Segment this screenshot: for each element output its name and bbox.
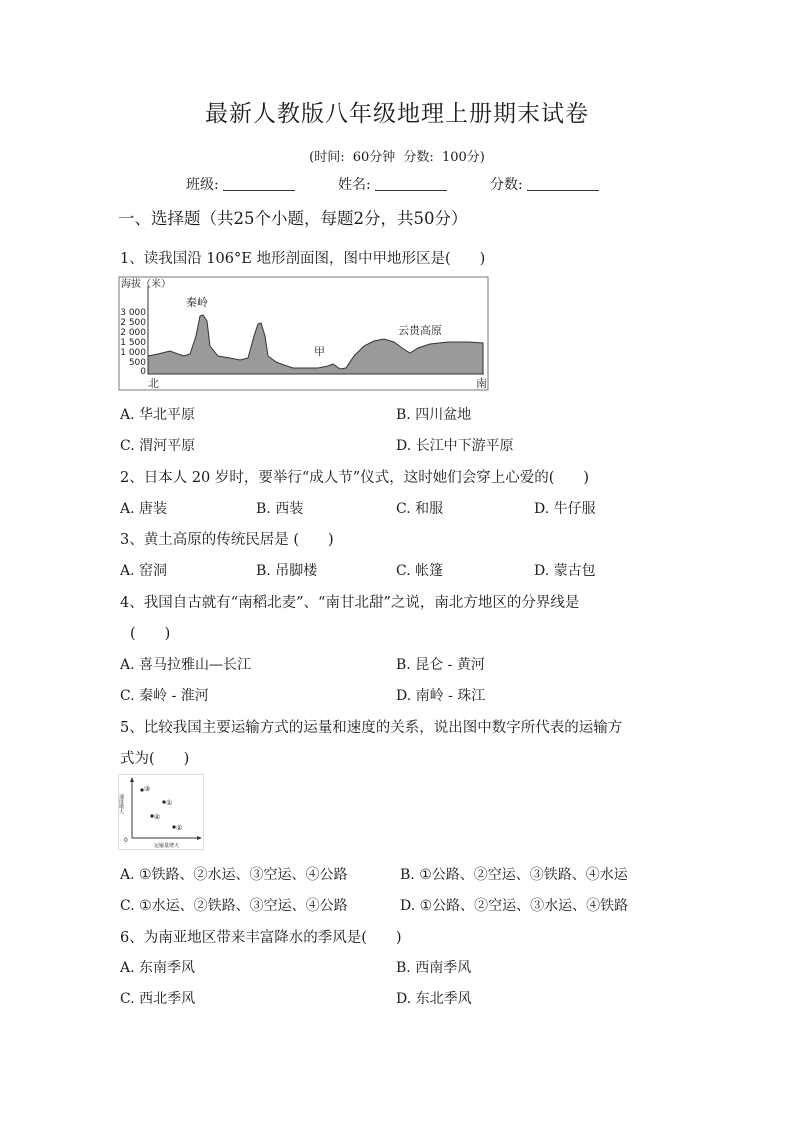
point-1-label: ① — [166, 799, 173, 807]
point-2-label: ② — [176, 824, 183, 832]
transport-figure — [118, 774, 204, 850]
question-2-stem: 2、日本人 20 岁时，要举行“成人节”仪式，这时她们会穿上心爱的( ) — [120, 470, 590, 486]
score-label: 分数: — [490, 177, 523, 193]
question-2-option-d[interactable]: D. 牛仔服 — [534, 501, 596, 517]
label-jia: 甲 — [314, 345, 325, 358]
transport-y-label: 速度增大 — [118, 794, 124, 814]
y-tick: 2 000 — [120, 328, 146, 338]
y-tick: 1 500 — [120, 338, 146, 348]
point-4-label: ④ — [154, 813, 161, 821]
question-6-option-d[interactable]: D. 东北季风 — [396, 991, 472, 1007]
question-5-stem: 5、比较我国主要运输方式的运量和速度的关系，说出图中数字所代表的运输方 — [120, 720, 623, 736]
question-6-stem: 6、为南亚地区带来丰富降水的季风是( ) — [120, 930, 402, 946]
question-1-stem: 1、读我国沿 106°E 地形剖面图，图中甲地形区是( ) — [120, 251, 486, 267]
question-2-option-b[interactable]: B. 西装 — [256, 501, 304, 517]
question-1-option-d[interactable]: D. 长江中下游平原 — [396, 438, 514, 454]
y-tick: 500 — [128, 358, 146, 368]
question-3-option-d[interactable]: D. 蒙古包 — [534, 563, 596, 579]
name-label: 姓名: — [338, 177, 371, 193]
question-4-option-b[interactable]: B. 昆仑 - 黄河 — [396, 657, 485, 673]
question-4-option-d[interactable]: D. 南岭 - 珠江 — [396, 688, 486, 704]
question-5-option-b[interactable]: B. ①公路、②空运、③铁路、④水运 — [400, 867, 628, 883]
class-blank[interactable] — [223, 178, 295, 191]
question-3-option-b[interactable]: B. 吊脚楼 — [256, 563, 318, 579]
question-3-stem: 3、黄土高原的传统民居是 ( ) — [120, 532, 334, 548]
point-3-label: ③ — [144, 785, 151, 793]
y-tick: 3 000 — [120, 308, 146, 318]
question-6-option-a[interactable]: A. 东南季风 — [120, 960, 196, 976]
question-1-option-b[interactable]: B. 四川盆地 — [396, 407, 472, 423]
question-5-stem-cont: 式为( ) — [120, 751, 190, 767]
transport-svg — [118, 774, 204, 850]
label-yungui: 云贵高原 — [398, 324, 442, 337]
question-5-option-d[interactable]: D. ①公路、②空运、③水运、④铁路 — [400, 898, 629, 914]
name-field — [338, 174, 447, 194]
terrain-profile-figure — [118, 276, 490, 392]
label-south: 南 — [476, 377, 487, 390]
question-4-option-a[interactable]: A. 喜马拉雅山—长江 — [120, 657, 252, 673]
transport-x-label: 运输量增大 — [154, 843, 180, 849]
name-blank[interactable] — [375, 178, 447, 191]
question-3-option-a[interactable]: A. 窑洞 — [120, 563, 168, 579]
page-title: 最新人教版八年级地理上册期末试卷 — [205, 101, 589, 127]
question-6-option-c[interactable]: C. 西北季风 — [120, 991, 196, 1007]
question-5-option-a[interactable]: A. ①铁路、②水运、③空运、④公路 — [120, 867, 348, 883]
class-field — [186, 174, 295, 194]
question-4-stem: 4、我国自古就有“南稻北麦”、“南甘北甜”之说，南北方地区的分界线是 — [120, 595, 580, 611]
question-6-option-b[interactable]: B. 西南季风 — [396, 960, 472, 976]
question-1-option-c[interactable]: C. 渭河平原 — [120, 438, 196, 454]
y-axis-label: 海拔（米） — [121, 279, 171, 290]
y-tick: 0 — [140, 367, 146, 377]
question-5-option-c[interactable]: C. ①水运、②铁路、③空运、④公路 — [120, 898, 348, 914]
question-4-option-c[interactable]: C. 秦岭 - 淮河 — [120, 688, 209, 704]
terrain-profile-svg — [118, 276, 490, 392]
exam-meta: (时间: 60分钟 分数: 100分) — [309, 150, 485, 165]
score-field — [490, 174, 599, 194]
question-2-option-c[interactable]: C. 和服 — [396, 501, 444, 517]
label-north: 北 — [148, 377, 159, 390]
label-qinling: 秦岭 — [186, 296, 208, 309]
y-tick: 1 000 — [120, 348, 146, 358]
question-2-option-a[interactable]: A. 唐装 — [120, 501, 168, 517]
y-tick: 2 500 — [120, 318, 146, 328]
question-4-stem-cont: ( ) — [130, 626, 171, 642]
score-blank[interactable] — [527, 178, 599, 191]
question-1-option-a[interactable]: A. 华北平原 — [120, 407, 196, 423]
transport-origin: 0 — [124, 837, 128, 844]
question-3-option-c[interactable]: C. 帐篷 — [396, 563, 444, 579]
section-title: 一、选择题（共25个小题，每题2分，共50分） — [118, 209, 468, 228]
class-label: 班级: — [186, 177, 219, 193]
